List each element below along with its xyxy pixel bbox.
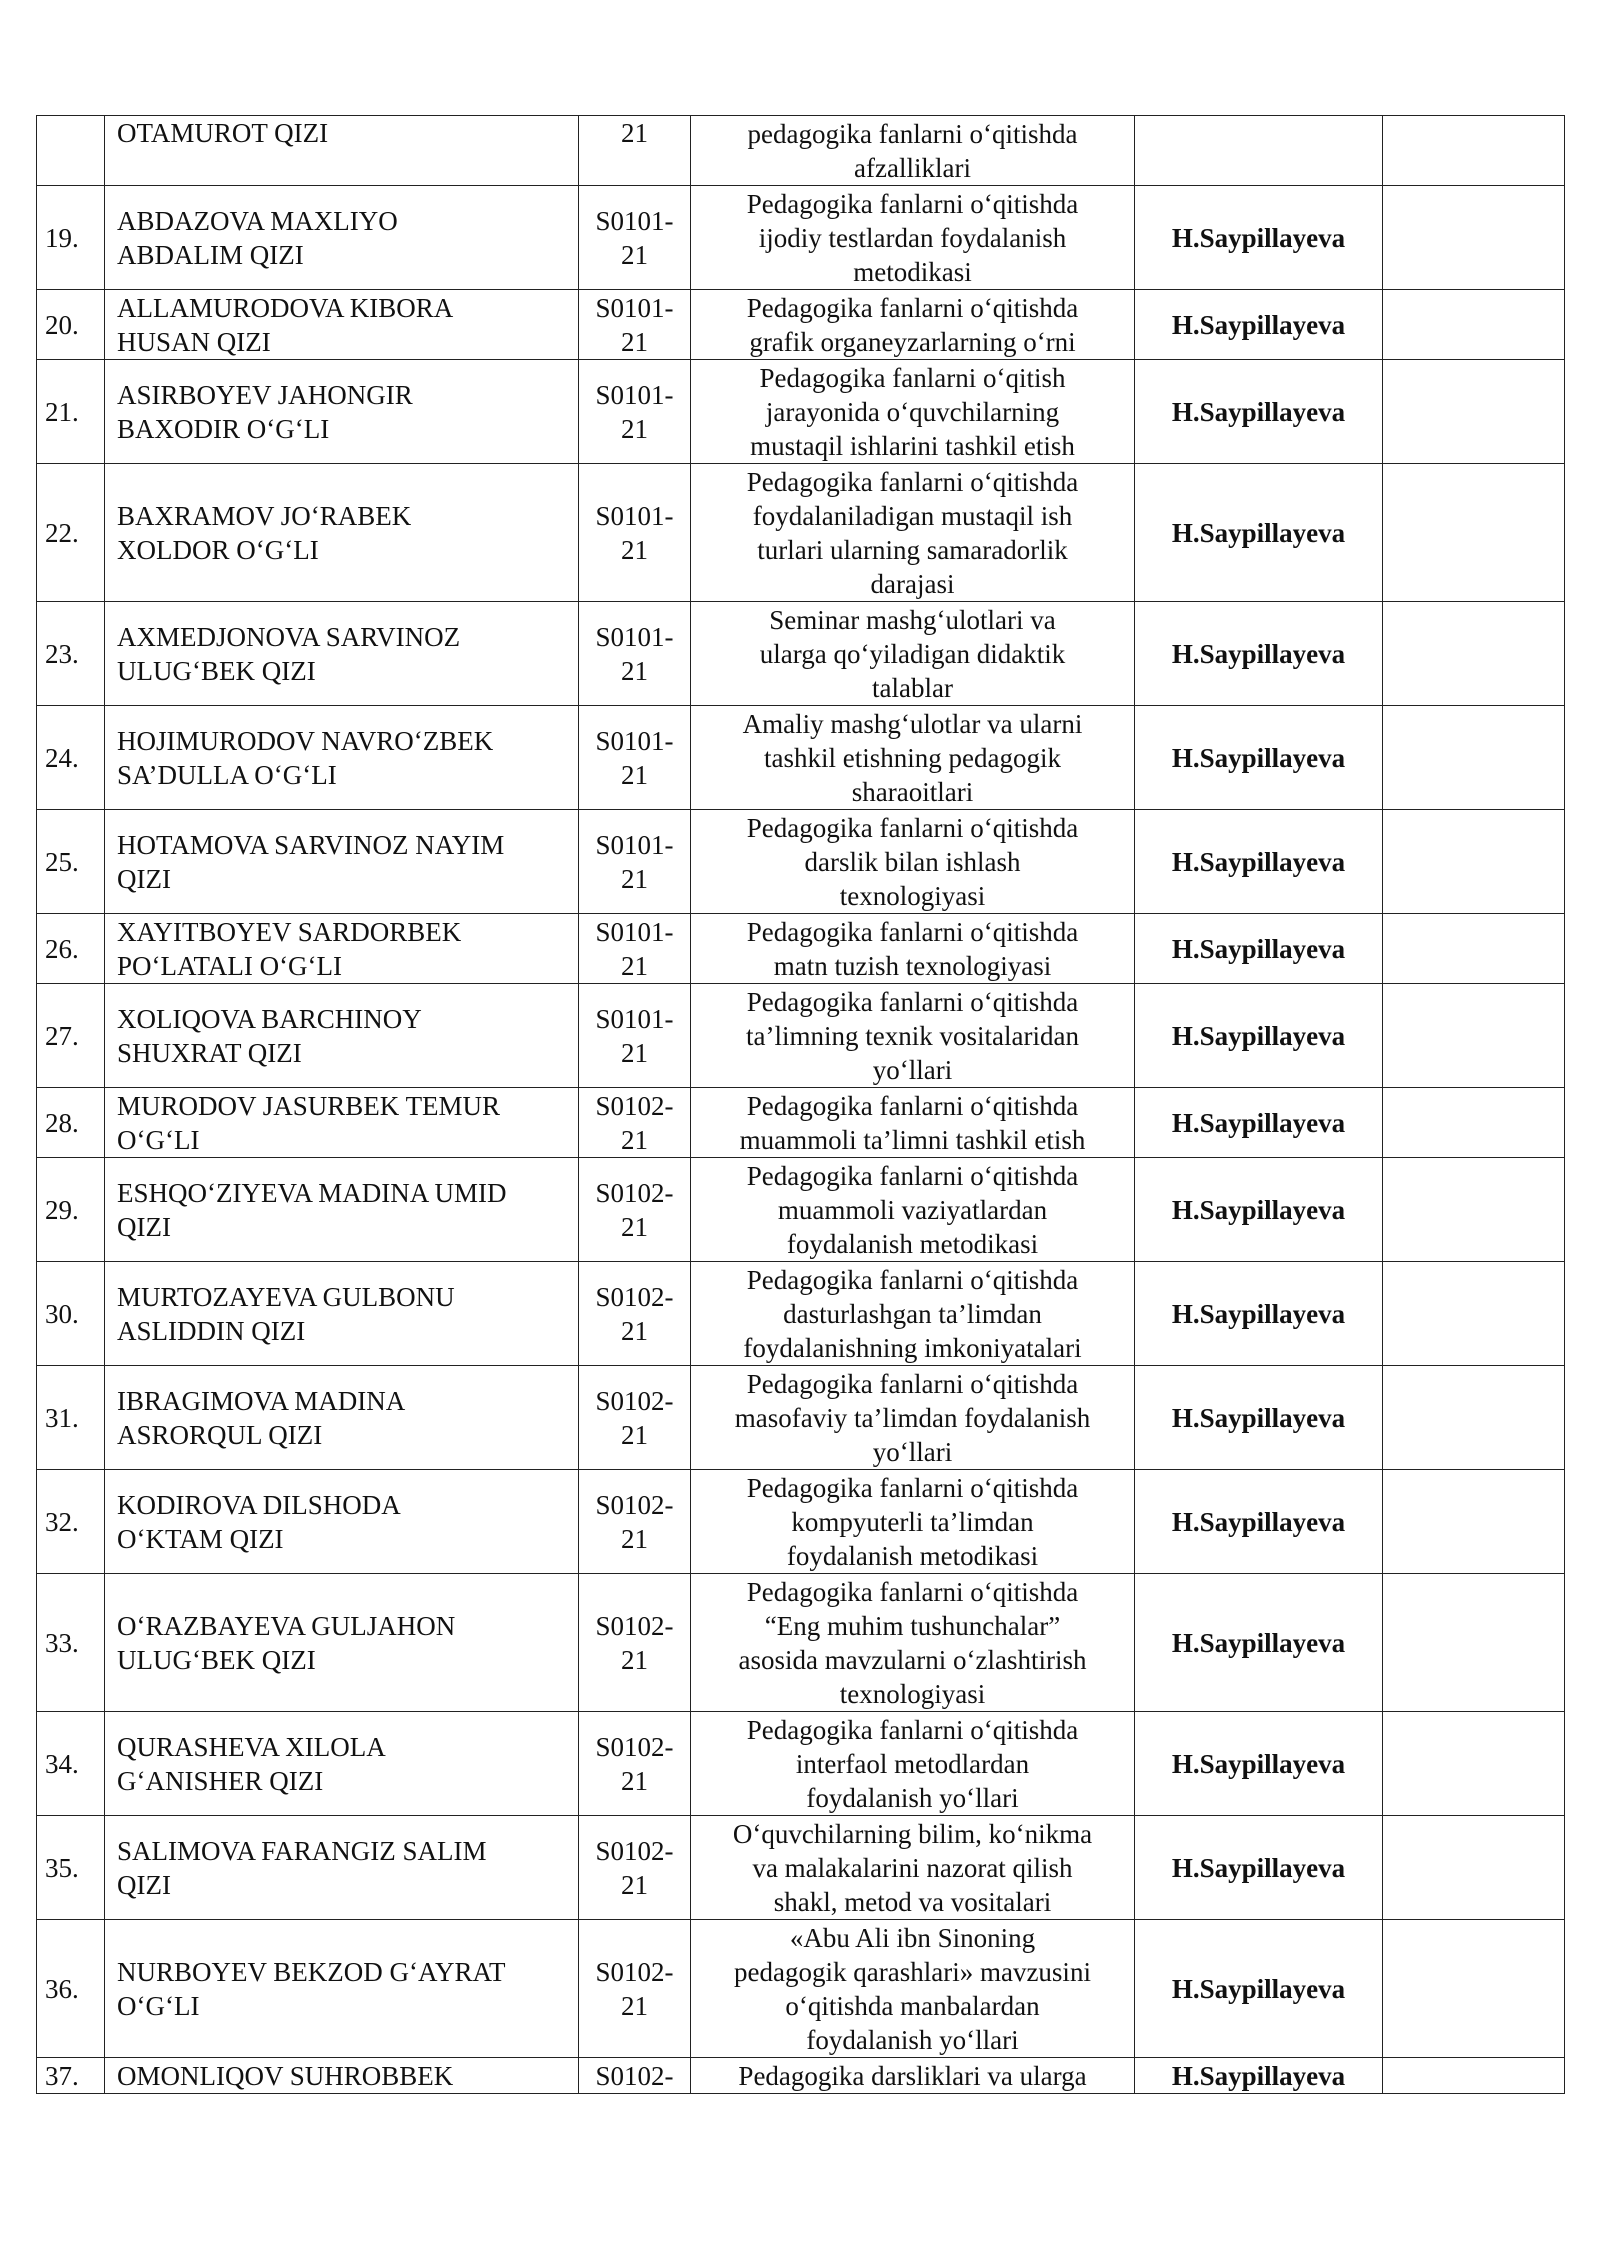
student-name-line: QIZI [117,1869,171,1900]
thesis-topic-line: darajasi [870,568,955,599]
thesis-topic-line: foydalanish yo‘llari [806,1782,1019,1813]
empty-cell [1383,1366,1565,1470]
thesis-topic-line: grafik organeyzarlarning o‘rni [749,326,1076,357]
student-name-line: OTAMUROT QIZI [117,118,329,148]
row-number: 19. [37,186,105,290]
thesis-topic-line: yo‘llari [872,1054,953,1085]
empty-cell [1383,1816,1565,1920]
group-code [579,186,691,290]
row-number: 33. [37,1574,105,1712]
thesis-topic-line: texnologiyasi [839,880,986,911]
thesis-topic-line: O‘quvchilarning bilim, ko‘nikma [732,1818,1093,1849]
table-row [37,2058,1565,2094]
table-row [37,1158,1565,1262]
student-name-line: PO‘LATALI O‘G‘LI [117,950,343,981]
group-code-line: S0101- [595,1003,674,1034]
student-name [105,810,579,914]
group-code [579,984,691,1088]
group-code-line: 21 [621,1037,648,1068]
thesis-topic-line: Pedagogika fanlarni o‘qitishda [746,1714,1079,1745]
row-number: 36. [37,1920,105,2058]
group-code-line: 21 [621,326,648,357]
student-name-line: AXMEDJONOVA SARVINOZ [117,621,461,652]
student-name [105,602,579,706]
thesis-topic [691,602,1135,706]
thesis-topic [691,2058,1135,2094]
table-row [37,914,1565,984]
student-name-line: HOJIMURODOV NAVRO‘ZBEK [117,725,494,756]
thesis-topic-line: Pedagogika fanlarni o‘qitishda [746,812,1079,843]
table-row [37,1470,1565,1574]
empty-cell [1383,1712,1565,1816]
student-name [105,1920,579,2058]
student-name [105,914,579,984]
thesis-topic-line: ularga qo‘yiladigan didaktik [759,638,1066,669]
student-name-line: ABDAZOVA MAXLIYO [117,205,398,236]
thesis-topic-line: turlari ularning samaradorlik [757,534,1068,565]
table-row [37,1088,1565,1158]
group-code-line: S0102- [595,1956,674,1987]
thesis-topic [691,290,1135,360]
group-code-line: 21 [621,1644,648,1675]
group-code [579,1574,691,1712]
empty-cell [1383,290,1565,360]
thesis-topic-line: Amaliy mashg‘ulotlar va ularni [742,708,1083,739]
student-name [105,706,579,810]
thesis-topic-line: matn tuzish texnologiyasi [773,950,1052,981]
supervisor: H.Saypillayeva [1135,290,1383,360]
group-code [579,290,691,360]
group-code-line: 21 [621,759,648,790]
student-name-line: ASRORQUL QIZI [117,1419,323,1450]
empty-cell [1383,186,1565,290]
student-name-line: BAXODIR O‘G‘LI [117,413,330,444]
group-code-line: S0102- [595,1489,674,1520]
thesis-topic-line: afzalliklari [854,152,971,183]
group-code-line: S0102- [595,2060,674,2091]
table-row [37,1712,1565,1816]
group-code [579,1470,691,1574]
thesis-topic [691,984,1135,1088]
thesis-topic-line: Pedagogika fanlarni o‘qitishda [746,292,1079,323]
student-name-line: SA’DULLA O‘G‘LI [117,759,337,790]
thesis-topic-line: talablar [872,672,953,703]
student-name-line: O‘G‘LI [117,1990,200,2021]
thesis-topic [691,464,1135,602]
supervisor: H.Saypillayeva [1135,914,1383,984]
supervisor: H.Saypillayeva [1135,1712,1383,1816]
student-name-line: XOLIQOVA BARCHINOY [117,1003,422,1034]
group-code [579,2058,691,2094]
group-code [579,810,691,914]
student-name-line: O‘RAZBAYEVA GULJAHON [117,1610,456,1641]
group-code-line: 21 [621,239,648,270]
empty-cell [1383,914,1565,984]
table-row [37,464,1565,602]
row-number: 28. [37,1088,105,1158]
group-code [579,914,691,984]
supervisor: H.Saypillayeva [1135,1574,1383,1712]
table-row [37,810,1565,914]
table-row [37,360,1565,464]
student-name [105,464,579,602]
supervisor: H.Saypillayeva [1135,602,1383,706]
thesis-topic-line: «Abu Ali ibn Sinoning [789,1922,1036,1953]
thesis-topic [691,1712,1135,1816]
table-row [37,1574,1565,1712]
student-name [105,360,579,464]
empty-cell [1383,1262,1565,1366]
thesis-topic-line: Pedagogika fanlarni o‘qitishda [746,188,1079,219]
student-name-line: XAYITBOYEV SARDORBEK [117,916,462,947]
student-name-line: IBRAGIMOVA MADINA [117,1385,406,1416]
group-code-line: S0101- [595,621,674,652]
thesis-topic-line: pedagogika fanlarni o‘qitishda [747,118,1078,149]
thesis-topic-line: mustaqil ishlarini tashkil etish [750,430,1075,461]
thesis-topic-line: foydalanishning imkoniyatalari [743,1332,1082,1363]
student-name [105,116,579,186]
group-code-line: 21 [621,413,648,444]
table-row [37,706,1565,810]
row-number: 27. [37,984,105,1088]
student-name-line: O‘KTAM QIZI [117,1523,284,1554]
thesis-topic-line: muammoli ta’limni tashkil etish [739,1124,1086,1155]
supervisor: H.Saypillayeva [1135,1816,1383,1920]
student-name-line: ALLAMURODOVA KIBORA [117,292,454,323]
thesis-topic [691,116,1135,186]
group-code-line: S0101- [595,916,674,947]
table-row [37,602,1565,706]
group-code [579,1088,691,1158]
thesis-topic [691,810,1135,914]
supervisor: H.Saypillayeva [1135,2058,1383,2094]
table-row [37,984,1565,1088]
group-code-line: S0101- [595,205,674,236]
thesis-topic-line: Pedagogika fanlarni o‘qitish [759,362,1066,393]
thesis-topic [691,1816,1135,1920]
thesis-topic-line: Pedagogika fanlarni o‘qitishda [746,1472,1079,1503]
student-name-line: ULUG‘BEK QIZI [117,655,316,686]
student-name-line: BAXRAMOV JO‘RABEK [117,500,412,531]
student-name-line: HOTAMOVA SARVINOZ NAYIM [117,829,505,860]
group-code-line: S0102- [595,1177,674,1208]
thesis-topic-line: Pedagogika fanlarni o‘qitishda [746,1090,1079,1121]
group-code-line: 21 [621,1869,648,1900]
thesis-topic-line: pedagogik qarashlari» mavzusini [734,1956,1091,1987]
thesis-topic-line: Pedagogika darsliklari va ularga [738,2060,1087,2091]
supervisor: H.Saypillayeva [1135,1470,1383,1574]
group-code [579,706,691,810]
group-code [579,1920,691,2058]
row-number: 29. [37,1158,105,1262]
row-number: 20. [37,290,105,360]
supervisor: H.Saypillayeva [1135,1920,1383,2058]
student-name [105,1712,579,1816]
thesis-topic-line: o‘qitishda manbalardan [785,1990,1040,2021]
group-code-line: 21 [621,1990,648,2021]
group-code-line: S0101- [595,725,674,756]
thesis-topic-line: va malakalarini nazorat qilish [752,1852,1073,1883]
thesis-topic [691,1470,1135,1574]
student-name [105,2058,579,2094]
group-code-line: 21 [621,118,648,148]
group-code [579,1366,691,1470]
group-code-line: 21 [621,1124,648,1155]
student-name [105,290,579,360]
student-name-line: OMONLIQOV SUHROBBEK [117,2060,454,2091]
group-code-line: S0102- [595,1835,674,1866]
thesis-topic [691,186,1135,290]
row-number: 32. [37,1470,105,1574]
group-code-line: 21 [621,1419,648,1450]
empty-cell [1383,1470,1565,1574]
student-name-line: ESHQO‘ZIYEVA MADINA UMID [117,1177,507,1208]
thesis-topic [691,1262,1135,1366]
thesis-topic [691,1088,1135,1158]
row-number: 30. [37,1262,105,1366]
row-number: 21. [37,360,105,464]
empty-cell [1383,810,1565,914]
table-row [37,186,1565,290]
supervisor: H.Saypillayeva [1135,984,1383,1088]
student-name-line: ULUG‘BEK QIZI [117,1644,316,1675]
student-name-line: KODIROVA DILSHODA [117,1489,401,1520]
group-code-line: 21 [621,534,648,565]
student-name-line: O‘G‘LI [117,1124,200,1155]
thesis-topic-line: ta’limning texnik vositalaridan [746,1020,1079,1051]
table-row [37,290,1565,360]
thesis-topic-line: foydalanish metodikasi [786,1228,1039,1259]
student-name-line: NURBOYEV BEKZOD G‘AYRAT [117,1956,506,1987]
group-code-line: S0101- [595,379,674,410]
group-code [579,1158,691,1262]
empty-cell [1383,1158,1565,1262]
student-name-line: ASLIDDIN QIZI [117,1315,306,1346]
thesis-topic-line: Pedagogika fanlarni o‘qitishda [746,1576,1079,1607]
thesis-topic-line: asosida mavzularni o‘zlashtirish [738,1644,1087,1675]
student-name [105,1088,579,1158]
table-body [37,116,1565,2094]
group-code-line: S0102- [595,1610,674,1641]
student-name-line: ABDALIM QIZI [117,239,304,270]
group-code-line: S0101- [595,292,674,323]
empty-cell [1383,706,1565,810]
supervisor: H.Saypillayeva [1135,360,1383,464]
thesis-topic-line: Pedagogika fanlarni o‘qitishda [746,466,1079,497]
thesis-topic-line: kompyuterli ta’limdan [791,1506,1034,1537]
thesis-topic-line: foydalaniladigan mustaqil ish [752,500,1073,531]
group-code [579,1712,691,1816]
supervisor: H.Saypillayeva [1135,1088,1383,1158]
supervisor: H.Saypillayeva [1135,706,1383,810]
student-name-line: QIZI [117,1211,171,1242]
supervisor: H.Saypillayeva [1135,1158,1383,1262]
thesis-topic-line: masofaviy ta’limdan foydalanish [734,1402,1091,1433]
row-number: 22. [37,464,105,602]
group-code [579,360,691,464]
thesis-topic-line: foydalanish metodikasi [786,1540,1039,1571]
group-code-line: S0102- [595,1385,674,1416]
thesis-topic [691,706,1135,810]
thesis-topic-line: foydalanish yo‘llari [806,2024,1019,2055]
thesis-topic-line: muammoli vaziyatlardan [777,1194,1048,1225]
student-name [105,186,579,290]
group-code-line: 21 [621,655,648,686]
student-name-line: ASIRBOYEV JAHONGIR [117,379,413,410]
empty-cell [1383,1574,1565,1712]
row-number: 35. [37,1816,105,1920]
thesis-topic-line: texnologiyasi [839,1678,986,1709]
empty-cell [1383,1920,1565,2058]
thesis-topic-line: Pedagogika fanlarni o‘qitishda [746,1368,1079,1399]
row-number: 26. [37,914,105,984]
thesis-topic-line: Pedagogika fanlarni o‘qitishda [746,986,1079,1017]
group-code-line: 21 [621,1765,648,1796]
empty-cell [1383,984,1565,1088]
thesis-topic-line: tashkil etishning pedagogik [764,742,1061,773]
student-name [105,1574,579,1712]
student-name-line: QIZI [117,863,171,894]
supervisor: H.Saypillayeva [1135,810,1383,914]
group-code [579,602,691,706]
empty-cell [1383,2058,1565,2094]
thesis-topic-line: Pedagogika fanlarni o‘qitishda [746,916,1079,947]
group-code [579,1816,691,1920]
supervisor: H.Saypillayeva [1135,186,1383,290]
group-code-line: 21 [621,1523,648,1554]
group-code [579,464,691,602]
group-code-line: S0102- [595,1281,674,1312]
row-number: 34. [37,1712,105,1816]
group-code-line: 21 [621,1211,648,1242]
group-code-line: 21 [621,950,648,981]
table-row [37,116,1565,186]
thesis-topic [691,360,1135,464]
group-code [579,1262,691,1366]
row-number: 24. [37,706,105,810]
group-code-line: S0101- [595,829,674,860]
group-code-line: 21 [621,863,648,894]
supervisor: H.Saypillayeva [1135,1262,1383,1366]
thesis-topic-line: jarayonida o‘quvchilarning [765,396,1060,427]
thesis-topic [691,1574,1135,1712]
supervisor [1135,116,1383,186]
table-row [37,1366,1565,1470]
thesis-topic-line: Pedagogika fanlarni o‘qitishda [746,1264,1079,1295]
student-name-line: MURTOZAYEVA GULBONU [117,1281,455,1312]
student-name [105,1470,579,1574]
thesis-topic-line: sharaoitlari [851,776,974,807]
empty-cell [1383,116,1565,186]
thesis-topic-line: ijodiy testlardan foydalanish [758,222,1067,253]
thesis-topic [691,1366,1135,1470]
student-name-line: HUSAN QIZI [117,326,271,357]
empty-cell [1383,602,1565,706]
student-name-line: SALIMOVA FARANGIZ SALIM [117,1835,487,1866]
student-name [105,1158,579,1262]
thesis-topic [691,914,1135,984]
thesis-topic-line: “Eng muhim tushunchalar” [764,1610,1061,1641]
empty-cell [1383,360,1565,464]
thesis-topic-line: dasturlashgan ta’limdan [783,1298,1042,1329]
student-name [105,984,579,1088]
group-code [579,116,691,186]
table-row [37,1262,1565,1366]
thesis-topic-line: Pedagogika fanlarni o‘qitishda [746,1160,1079,1191]
thesis-topic [691,1920,1135,2058]
thesis-topic-line: interfaol metodlardan [795,1748,1030,1779]
group-code-line: S0102- [595,1090,674,1121]
student-name-line: MURODOV JASURBEK TEMUR [117,1090,501,1121]
thesis-topic-line: darslik bilan ishlash [804,846,1021,877]
student-name-line: QURASHEVA XILOLA [117,1731,386,1762]
empty-cell [1383,1088,1565,1158]
supervisor: H.Saypillayeva [1135,1366,1383,1470]
row-number: 37. [37,2058,105,2094]
group-code-line: 21 [621,1315,648,1346]
thesis-topic-line: yo‘llari [872,1436,953,1467]
thesis-topic-line: metodikasi [853,256,972,287]
row-number: 25. [37,810,105,914]
row-number [37,116,105,186]
row-number: 23. [37,602,105,706]
group-code-line: S0101- [595,500,674,531]
empty-cell [1383,464,1565,602]
thesis-topic-line: Seminar mashg‘ulotlari va [769,604,1056,635]
student-name [105,1366,579,1470]
group-code-line: S0102- [595,1731,674,1762]
student-name-line: SHUXRAT QIZI [117,1037,302,1068]
student-name-line: G‘ANISHER QIZI [117,1765,324,1796]
thesis-topic [691,1158,1135,1262]
student-name-line: XOLDOR O‘G‘LI [117,534,319,565]
table-row [37,1920,1565,2058]
table-row [37,1816,1565,1920]
supervisor: H.Saypillayeva [1135,464,1383,602]
student-name [105,1816,579,1920]
thesis-topics-table [36,115,1565,2094]
student-name [105,1262,579,1366]
row-number: 31. [37,1366,105,1470]
thesis-topic-line: shakl, metod va vositalari [773,1886,1052,1917]
